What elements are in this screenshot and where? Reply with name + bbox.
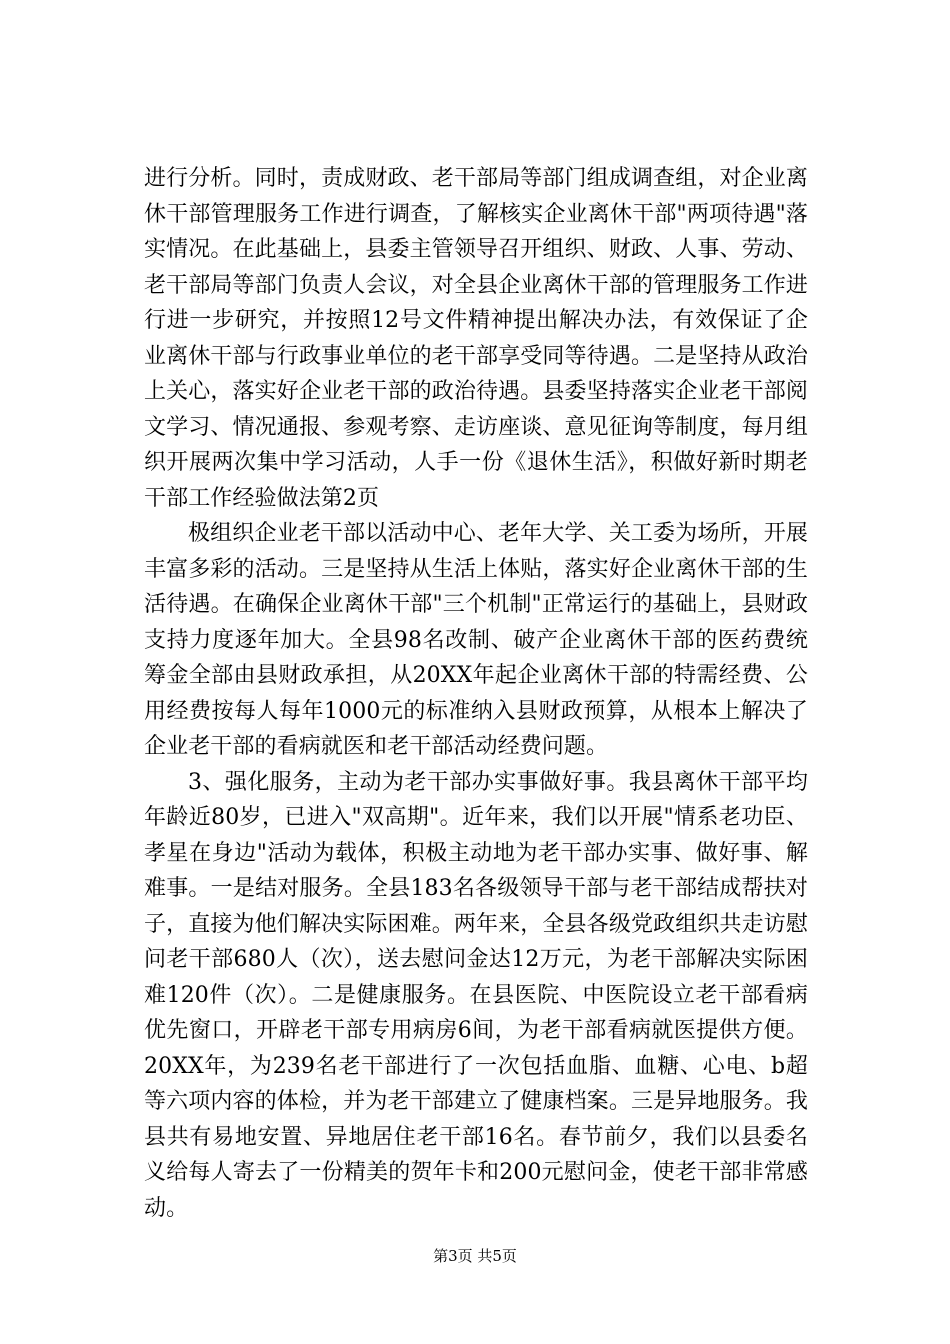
paragraph-1: 进行分析。同时，责成财政、老干部局等部门组成调查组，对企业离休干部管理服务工作进行调查，了解核实企业离休干部"两项待遇"落实情况。在此基础上，县委主管领导召开组织、财政、人事、劳动、老干部局等部门负责人会议，对全县企业离休干部的管理服务工作进行进一步研究，并按照12号文件精神提出解决办法，有效保证了企业离休干部与行政事业单位的老干部享受同等待遇。二是坚持从政治上关心，落实好企业老干部的政治待遇。县委坚持落实企业老干部阅文学习、情况通报、参观考察、走访座谈、意见征询等制度，每月组织开展两次集中学习活动，人手一份《退休生活》，积做好新时期老干部工作经验做法第2页: [144, 166, 808, 511]
paragraph-3: 3、强化服务，主动为老干部办实事做好事。我县离休干部平均年龄近80岁，已进入"双高期"。近年来，我们以开展"情系老功臣、孝星在身边"活动为载体，积极主动地为老干部办实事、做好事、解难事。一是结对服务。全县183名各级领导干部与老干部结成帮扶对子，直接为他们解决实际困难。两年来，全县各级党政组织共走访慰问老干部680人（次），送去慰问金达12万元，为老干部解决实际困难120件（次）。二是健康服务。在县医院、中医院设立老干部看病优先窗口，开辟老干部专用病房6间，为老干部看病就医提供方便。20XX年，为239名老干部进行了一次包括血脂、血糖、心电、b超等六项内容的体检，并为老干部建立了健康档案。三是异地服务。我县共有易地安置、异地居住老干部16名。春节前夕，我们以县委名义给每人寄去了一份精美的贺年卡和200元慰问金，使老干部非常感动。: [144, 769, 808, 1221]
paragraph-2: 极组织企业老干部以活动中心、老年大学、关工委为场所，开展丰富多彩的活动。三是坚持从生活上体贴，落实好企业离休干部的生活待遇。在确保企业离休干部"三个机制"正常运行的基础上，县财政支持力度逐年加大。全县98名改制、破产企业离休干部的医药费统筹金全部由县财政承担，从20XX年起企业离休干部的特需经费、公用经费按每人每年1000元的标准纳入县财政预算，从根本上解决了企业老干部的看病就医和老干部活动经费问题。: [144, 521, 808, 759]
document-body: [144, 161, 808, 1226]
page-footer: 第3页 共5页: [433, 1247, 517, 1265]
